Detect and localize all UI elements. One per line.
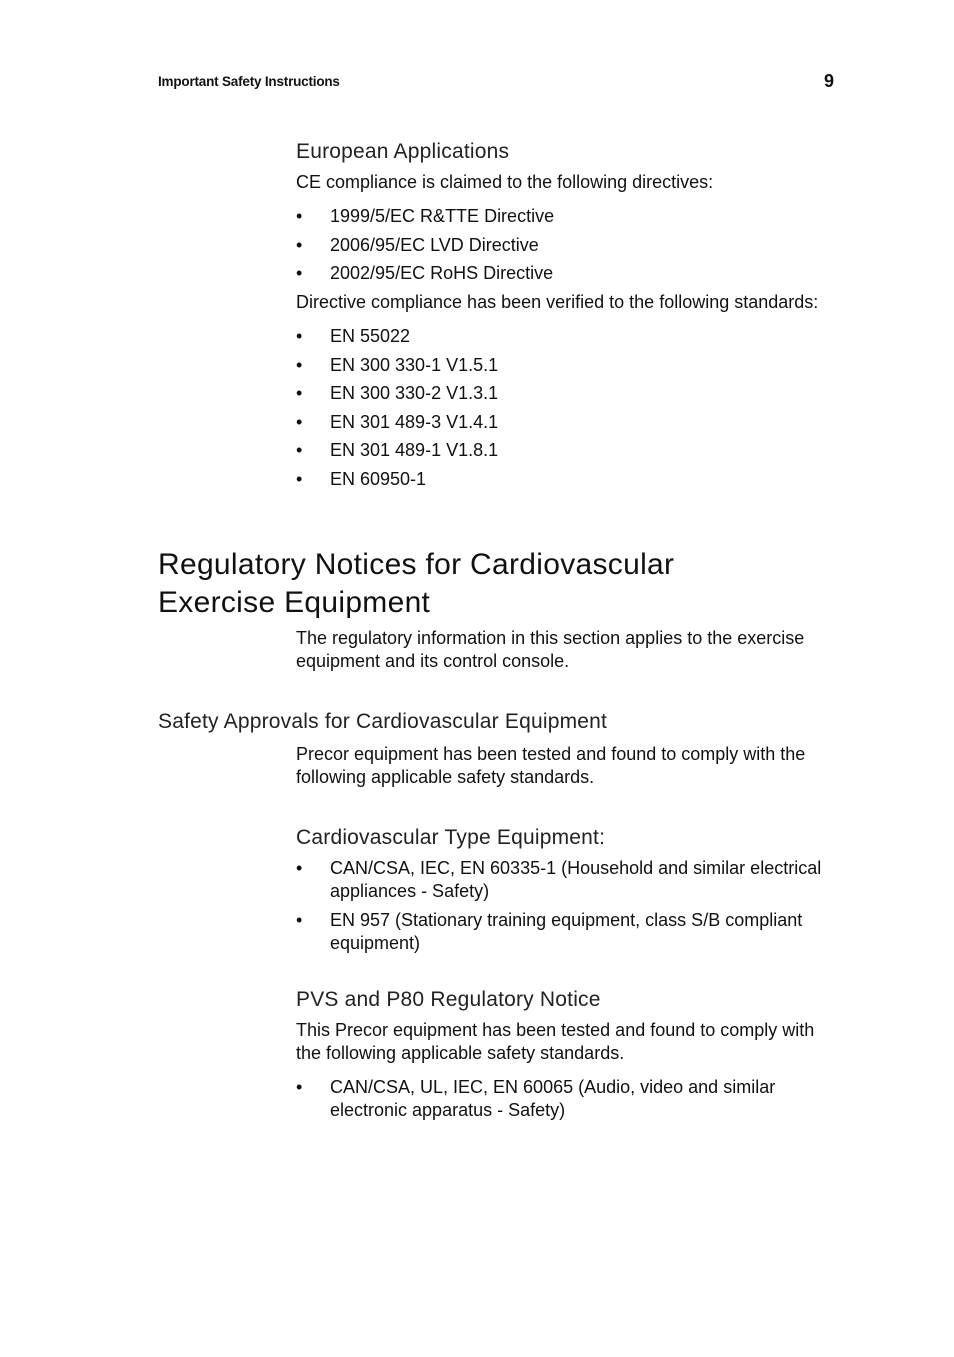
list-item: • EN 301 489-1 V1.8.1 bbox=[296, 440, 499, 460]
regulatory-notices-heading: Regulatory Notices for Cardiovascular Exercise Equipment bbox=[158, 548, 675, 619]
bullet-icon: • bbox=[296, 326, 303, 346]
bullet-icon: • bbox=[296, 383, 303, 403]
bullet-icon: • bbox=[296, 440, 303, 460]
list-item: • CAN/CSA, IEC, EN 60335-1 (Household and similar electrical appliances - Safety) bbox=[296, 858, 822, 901]
european-applications-heading: European Applications bbox=[296, 140, 510, 163]
list-item: • EN 300 330-2 V1.3.1 bbox=[296, 383, 499, 403]
bullet-icon: • bbox=[296, 234, 303, 255]
ce-intro-text: CE compliance is claimed to the following directives: bbox=[296, 172, 714, 192]
safety-approvals-block bbox=[296, 743, 836, 789]
cardio-type-section bbox=[296, 826, 836, 955]
cardio-type-list bbox=[296, 857, 836, 955]
pvs-section bbox=[296, 988, 836, 1122]
pvs-heading: PVS and P80 Regulatory Notice bbox=[296, 988, 601, 1011]
bullet-icon: • bbox=[296, 858, 303, 878]
bullet-icon: • bbox=[296, 910, 303, 930]
list-item: • EN 300 330-1 V1.5.1 bbox=[296, 354, 499, 375]
pvs-intro-text: This Precor equipment has been tested and found to comply with the following applicable safety standards. bbox=[296, 1020, 815, 1063]
regulatory-intro-block bbox=[296, 627, 836, 673]
list-item: • EN 301 489-3 V1.4.1 bbox=[296, 411, 499, 432]
bullet-icon: • bbox=[296, 468, 303, 489]
european-applications-section bbox=[296, 140, 836, 491]
list-item: • EN 60950-1 bbox=[296, 468, 427, 489]
list-item: • EN 957 (Stationary training equipment, class S/B compliant equipment) bbox=[296, 910, 803, 953]
bullet-icon: • bbox=[296, 1077, 303, 1097]
running-header-title: Important Safety Instructions bbox=[158, 74, 340, 89]
bullet-icon: • bbox=[296, 411, 303, 432]
directives-list bbox=[296, 205, 836, 285]
page-number: 9 bbox=[824, 71, 835, 91]
bullet-icon: • bbox=[296, 263, 303, 283]
safety-approvals-intro: Precor equipment has been tested and found to comply with the following applicable safety standards. bbox=[296, 744, 806, 787]
list-item: • 1999/5/EC R&TTE Directive bbox=[296, 206, 555, 226]
regulatory-intro-text: The regulatory information in this section applies to the exercise equipment and its control console. bbox=[296, 628, 805, 671]
list-item: • 2006/95/EC LVD Directive bbox=[296, 234, 539, 255]
list-item: • 2002/95/EC RoHS Directive bbox=[296, 263, 554, 283]
bullet-icon: • bbox=[296, 354, 303, 375]
list-item: • CAN/CSA, UL, IEC, EN 60065 (Audio, video and similar electronic apparatus - Safety) bbox=[296, 1077, 776, 1120]
cardio-type-heading: Cardiovascular Type Equipment: bbox=[296, 826, 606, 849]
list-item: • EN 55022 bbox=[296, 326, 411, 346]
bullet-icon: • bbox=[296, 206, 303, 226]
pvs-list bbox=[296, 1076, 836, 1122]
directive-verify-text: Directive compliance has been verified to the following standards: bbox=[296, 292, 819, 312]
safety-approvals-heading: Safety Approvals for Cardiovascular Equipment bbox=[158, 710, 608, 733]
standards-list bbox=[296, 325, 836, 491]
